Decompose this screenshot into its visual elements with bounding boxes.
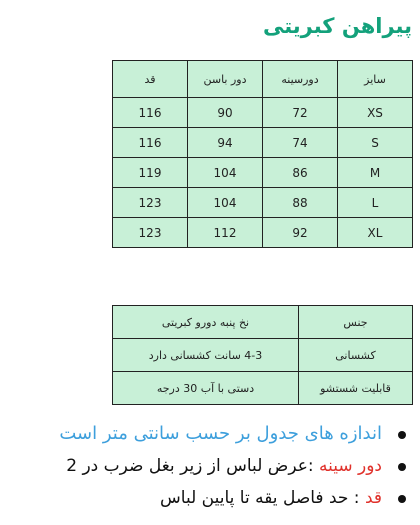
table-row: [113, 339, 413, 372]
header-chest: دورسینه: [263, 61, 338, 98]
header-hip: دور باسن: [188, 61, 263, 98]
list-item: [59, 450, 408, 482]
list-item: [59, 482, 408, 514]
cell-chest: 88: [263, 188, 338, 218]
size-table-header-row: [113, 61, 413, 98]
cell-hip: 112: [188, 218, 263, 248]
cell-hip: 90: [188, 98, 263, 128]
cell-length: 116: [113, 98, 188, 128]
cell-chest: 86: [263, 158, 338, 188]
list-item: [59, 418, 408, 450]
size-table: [112, 60, 413, 248]
cell-size: L: [338, 188, 413, 218]
table-row: [113, 128, 413, 158]
table-row: [113, 306, 413, 339]
cell-hip: 104: [188, 158, 263, 188]
table-row: [113, 158, 413, 188]
cell-length: 119: [113, 158, 188, 188]
spec-label: جنس: [299, 306, 413, 339]
cell-chest: 74: [263, 128, 338, 158]
cell-size: S: [338, 128, 413, 158]
cell-length: 123: [113, 218, 188, 248]
cell-length: 116: [113, 128, 188, 158]
spec-label: کشسانی: [299, 339, 413, 372]
table-row: [113, 98, 413, 128]
header-size: سایز: [338, 61, 413, 98]
spec-value: 4-3 سانت کشسانی دارد: [113, 339, 299, 372]
note-length-desc: : حد فاصل یقه تا پایین لباس: [160, 488, 365, 508]
cell-hip: 104: [188, 188, 263, 218]
notes-list: [59, 418, 408, 514]
cell-chest: 92: [263, 218, 338, 248]
header-length: قد: [113, 61, 188, 98]
cell-size: XL: [338, 218, 413, 248]
note-units: اندازه های جدول بر حسب سانتی متر است: [59, 423, 382, 444]
cell-size: M: [338, 158, 413, 188]
cell-chest: 72: [263, 98, 338, 128]
page-title: پیراهن کبریتی: [262, 14, 412, 38]
note-chest-term: دور سینه: [318, 456, 382, 476]
spec-value: نخ پنبه دورو کبریتی: [113, 306, 299, 339]
spec-table: [112, 305, 413, 405]
cell-size: XS: [338, 98, 413, 128]
table-row: [113, 218, 413, 248]
spec-value: دستی با آب 30 درجه: [113, 372, 299, 405]
cell-length: 123: [113, 188, 188, 218]
note-chest-desc: :عرض لباس از زیر بغل ضرب در 2: [66, 456, 319, 476]
table-row: [113, 372, 413, 405]
spec-label: قابلیت شستشو: [299, 372, 413, 405]
table-row: [113, 188, 413, 218]
note-length-term: قد: [364, 488, 382, 508]
cell-hip: 94: [188, 128, 263, 158]
